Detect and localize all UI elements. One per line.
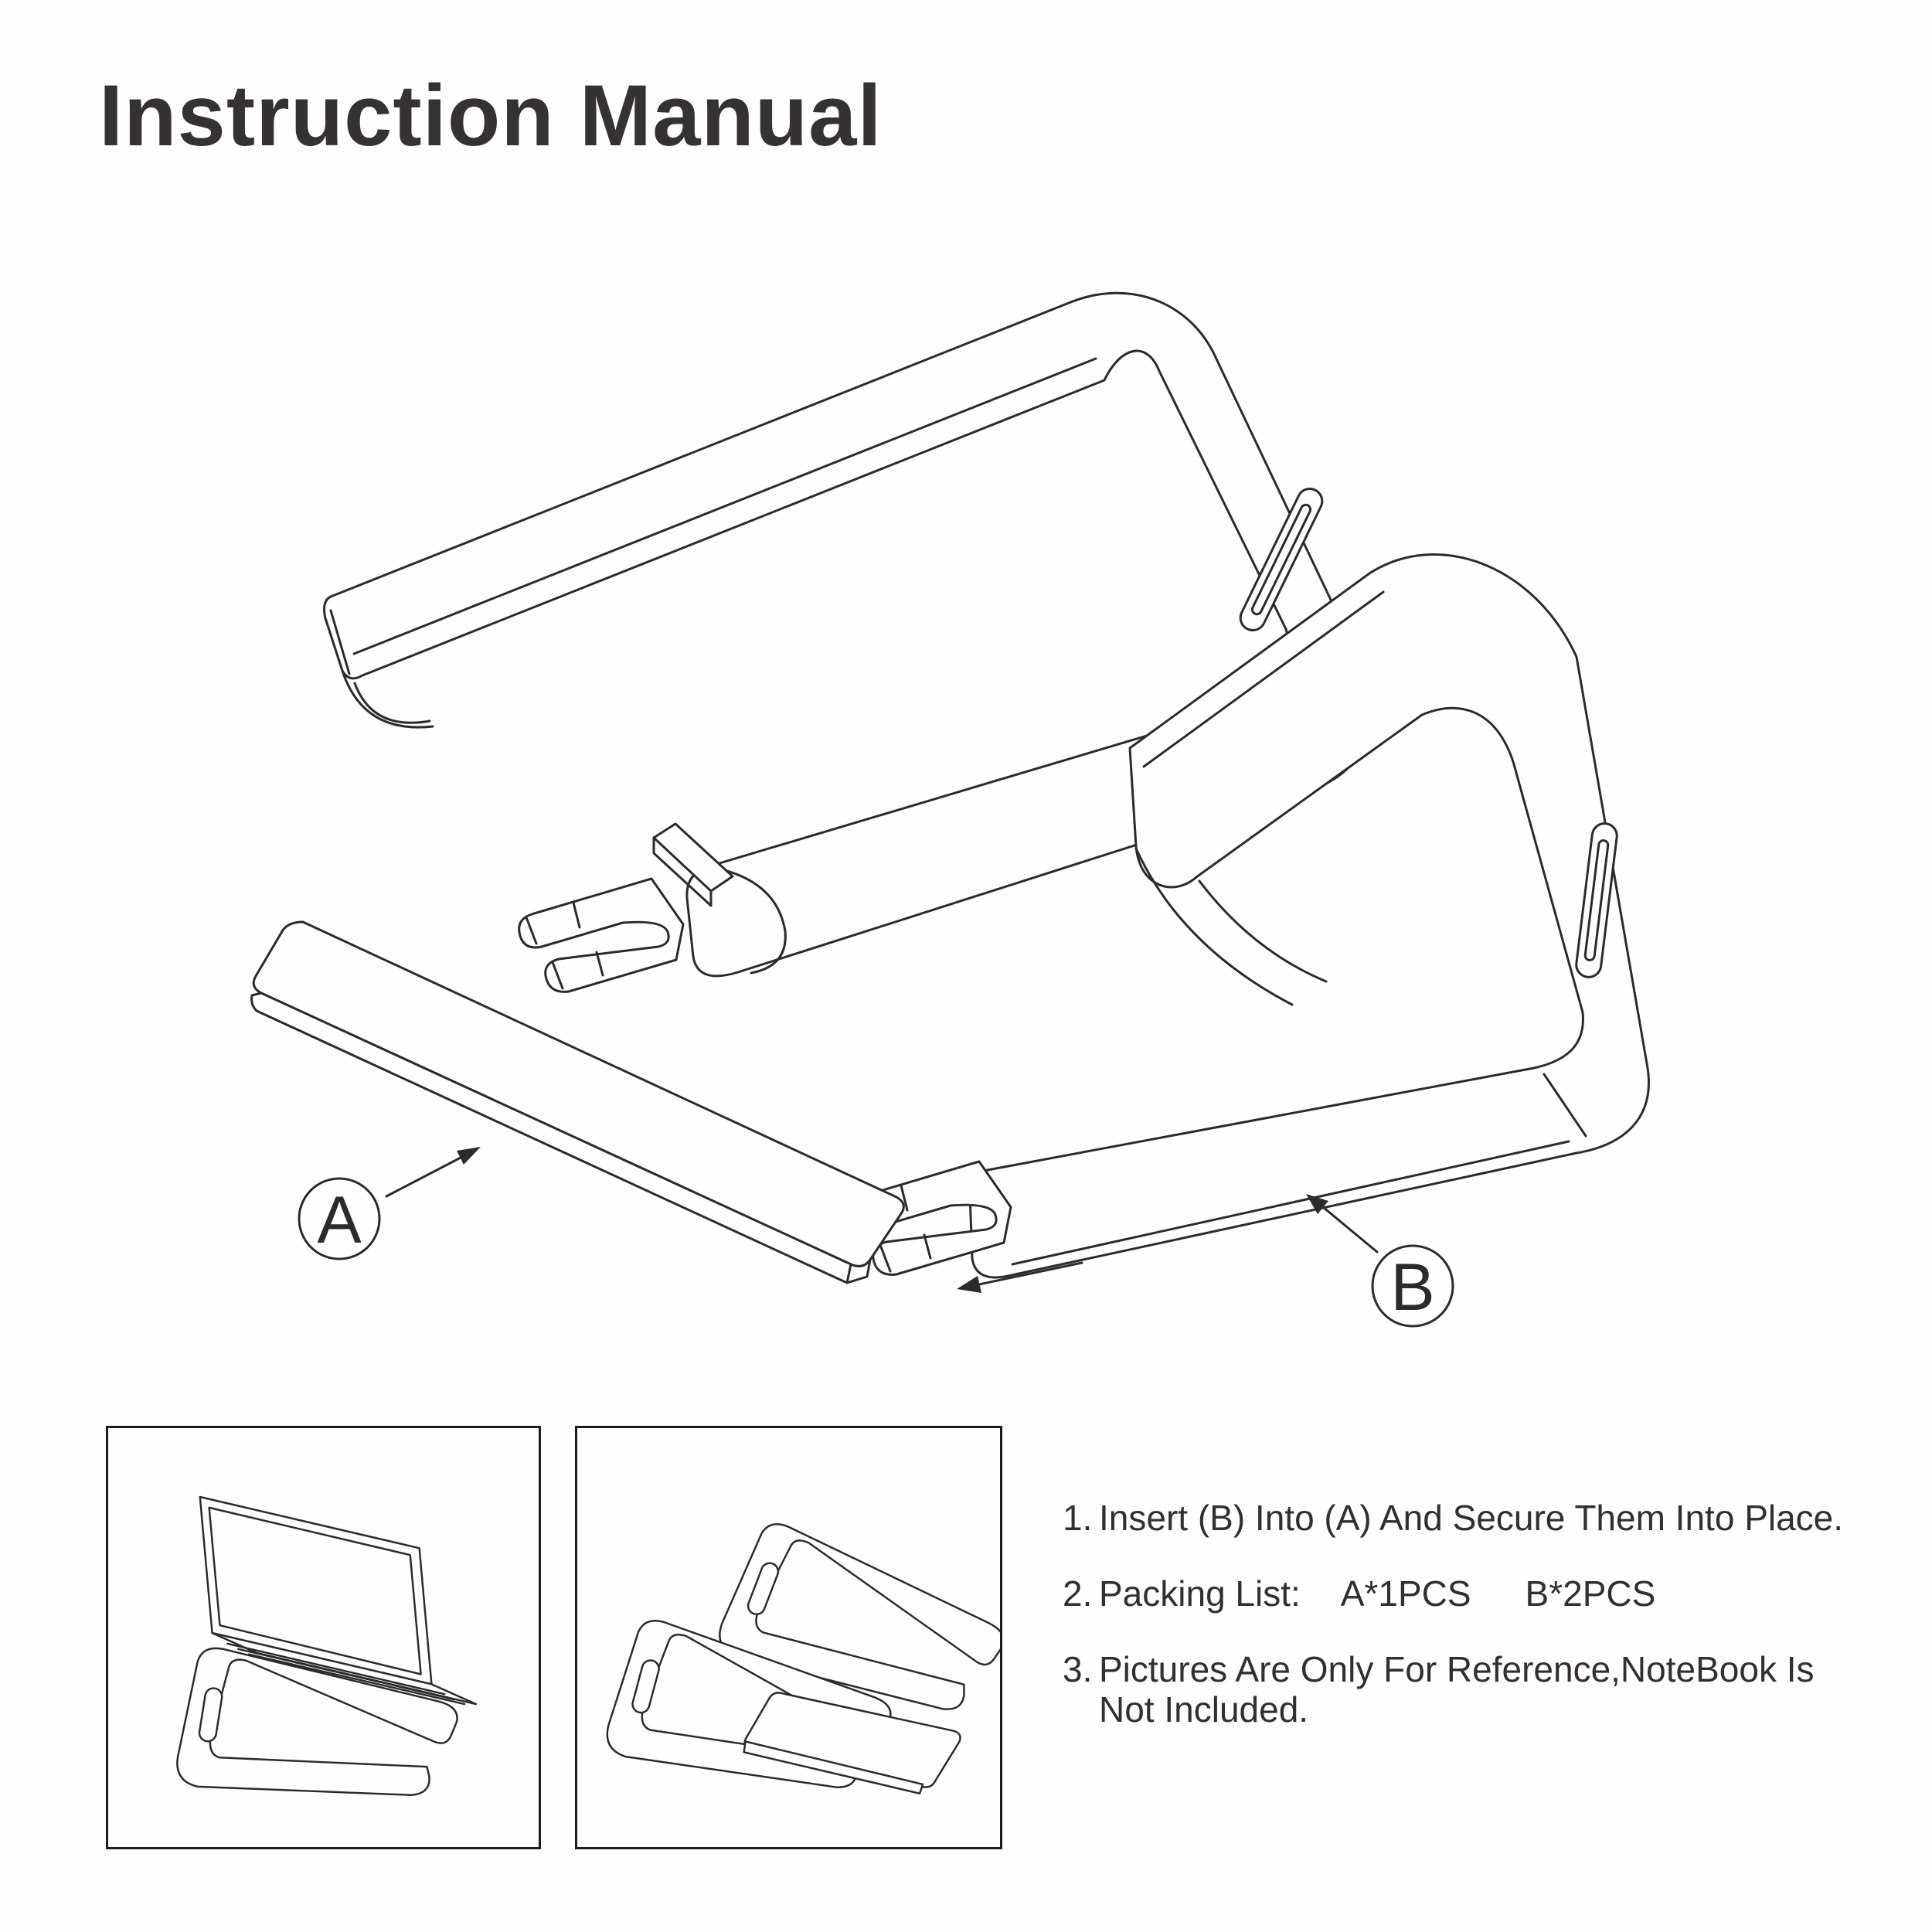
instruction-1-text: Insert (B) Into (A) And Secure Them Into Place. <box>1099 1498 1844 1538</box>
instruction-item-3 <box>1063 1649 1913 1730</box>
stand-assembly-drawing <box>577 1428 1000 1847</box>
instruction-2-number: 2. <box>1063 1573 1093 1614</box>
packing-qty-a: A*1PCS <box>1340 1573 1471 1614</box>
instruction-1-number: 1. <box>1063 1498 1093 1538</box>
part-label-a <box>299 1147 481 1259</box>
instruction-3-text <box>1099 1649 1815 1730</box>
instruction-item-2 <box>1063 1573 1913 1614</box>
thumbnail-laptop-on-stand <box>106 1426 541 1849</box>
frame-b1-silhouette <box>325 293 1372 976</box>
instructions-list <box>1063 1498 1913 1765</box>
instruction-item-1 <box>1063 1498 1913 1538</box>
instruction-3-line1: Pictures Are Only For Reference,NoteBook Is <box>1099 1649 1815 1689</box>
laptop-on-stand-drawing <box>108 1428 539 1847</box>
frame-b1-fork <box>519 879 683 992</box>
frame-b2-silhouette <box>970 554 1648 1277</box>
thumbnail-stand-assembly <box>575 1426 1002 1849</box>
stand-frame-b1-drawing <box>325 293 1372 992</box>
page-title: Instruction Manual <box>99 67 883 164</box>
label-a-letter: A <box>317 1183 362 1257</box>
instruction-2-text <box>1099 1573 1655 1614</box>
label-b-letter: B <box>1390 1250 1435 1325</box>
packing-qty-b: B*2PCS <box>1525 1573 1656 1614</box>
instruction-3-line2: Not Included. <box>1099 1689 1309 1730</box>
instruction-3-number: 3. <box>1063 1649 1093 1689</box>
stand-frame-b2-drawing <box>847 554 1649 1277</box>
part-label-b <box>1306 1194 1453 1326</box>
stand-frame-upper-icon <box>714 1517 1000 1719</box>
packing-list-label: Packing List: <box>1099 1573 1301 1614</box>
